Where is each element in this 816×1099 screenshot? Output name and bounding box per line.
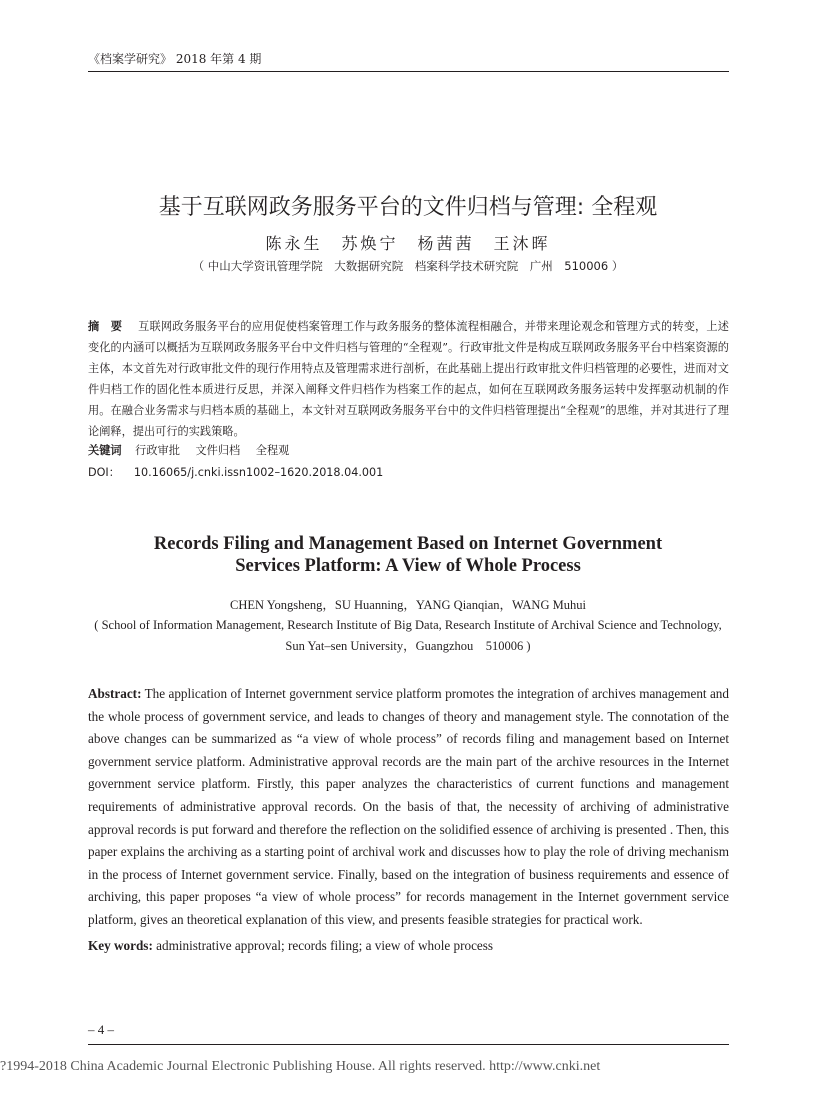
english-keywords-label: Key words:	[88, 938, 153, 953]
english-affiliation-line: ( School of Information Management, Research Institute of Big Data, Research Institute of Archival Science and Technology,	[94, 618, 722, 632]
english-title-line: Services Platform: A View of Whole Process	[235, 556, 581, 576]
english-title-line: Records Filing and Management Based on Internet Government	[153, 534, 663, 554]
english-abstract-text: The application of Internet government service platform promotes the integration of archives management and the whole process of government service, and leads to changes of theory and management style. The connotation of the above changes can be summarized as “a view of whole process” of records filing and management based on Internet government service platform. Administrative approval records are the main part of the archive resources in the Internet government service platform. Firstly, this paper analyzes the characteristics of current functions and management requirements of administrative approval records. On the basis of that, the necessity of archiving of administrative approval records is put forward and therefore the reflection on the solidified essence of archiving is presented . Then, this paper explains the archiving as a starting point of archival work and discusses how to play the role of driving mechanism in the process of Internet government service. Finally, based on the integration of business requirements and essence of archiving, this paper proposes “a view of whole process” for records management in the Internet government service platform, gives an theoretical explanation of this view, and presents feasible strategies for practical work.	[88, 686, 729, 927]
footer-divider	[88, 1044, 729, 1045]
chinese-authors: 陈永生 苏焕宁 杨茜茜 王沐晖	[265, 234, 551, 253]
doi-value: 10.16065/j.cnki.issn1002–1620.2018.04.001	[133, 466, 384, 479]
chinese-keyword: 行政审批	[135, 444, 180, 457]
english-affiliation-line: Sun Yat–sen University，Guangzhou 510006 )	[285, 639, 531, 653]
chinese-abstract	[88, 316, 729, 442]
header-divider	[88, 71, 729, 72]
copyright-footer: ?1994-2018 China Academic Journal Electronic Publishing House. All rights reserved. http://www.cnki.net	[0, 1059, 601, 1074]
english-keywords	[88, 938, 493, 954]
english-keywords-text: administrative approval; records filing; a view of whole process	[156, 938, 494, 953]
page-number: – 4 –	[88, 1022, 114, 1037]
journal-header: 《档案学研究》 2018 年第 4 期	[88, 52, 262, 66]
chinese-keywords	[88, 442, 301, 458]
doi-label: DOI：	[88, 466, 120, 479]
chinese-affiliation: （ 中山大学资讯管理学院 大数据研究院 档案科学技术研究院 广州 510006 ）	[192, 259, 624, 273]
chinese-abstract-text: 互联网政务服务平台的应用促使档案管理工作与政务服务的整体流程相融合，并带来理论观念和管理方式的转变，上述变化的内涵可以概括为互联网政务服务平台中文件归档与管理的“全程观”。行政审批文件是构成互联网政务服务平台中档案资源的主体，本文首先对行政审批文件的现行作用特点及管理需求进行剖析，在此基础上提出行政审批文件归档管理的必要性，进而对文件归档工作的固化性本质进行反思，并深入阐释文件归档作为档案工作的起点，如何在互联网政务服务运转中发挥驱动机制的作用。在融合业务需求与归档本质的基础上，本文针对互联网政务服务平台中的文件归档管理提出“全程观”的思维，并对其进行了理论阐释，提出可行的实践策略。	[88, 320, 729, 438]
chinese-keyword: 文件归档	[195, 444, 241, 457]
english-abstract	[88, 683, 729, 932]
chinese-title: 基于互联网政务服务平台的文件归档与管理: 全程观	[158, 195, 658, 220]
chinese-keywords-label: 关键词	[88, 444, 122, 457]
english-authors: CHEN Yongsheng，SU Huanning，YANG Qianqian，WANG Muhui	[230, 598, 586, 612]
english-title	[0, 533, 816, 577]
chinese-keyword: 全程观	[255, 444, 290, 457]
doi-line	[88, 464, 383, 480]
english-affiliation	[0, 615, 816, 657]
english-abstract-label: Abstract:	[88, 686, 142, 701]
chinese-abstract-label: 摘 要	[88, 320, 123, 333]
